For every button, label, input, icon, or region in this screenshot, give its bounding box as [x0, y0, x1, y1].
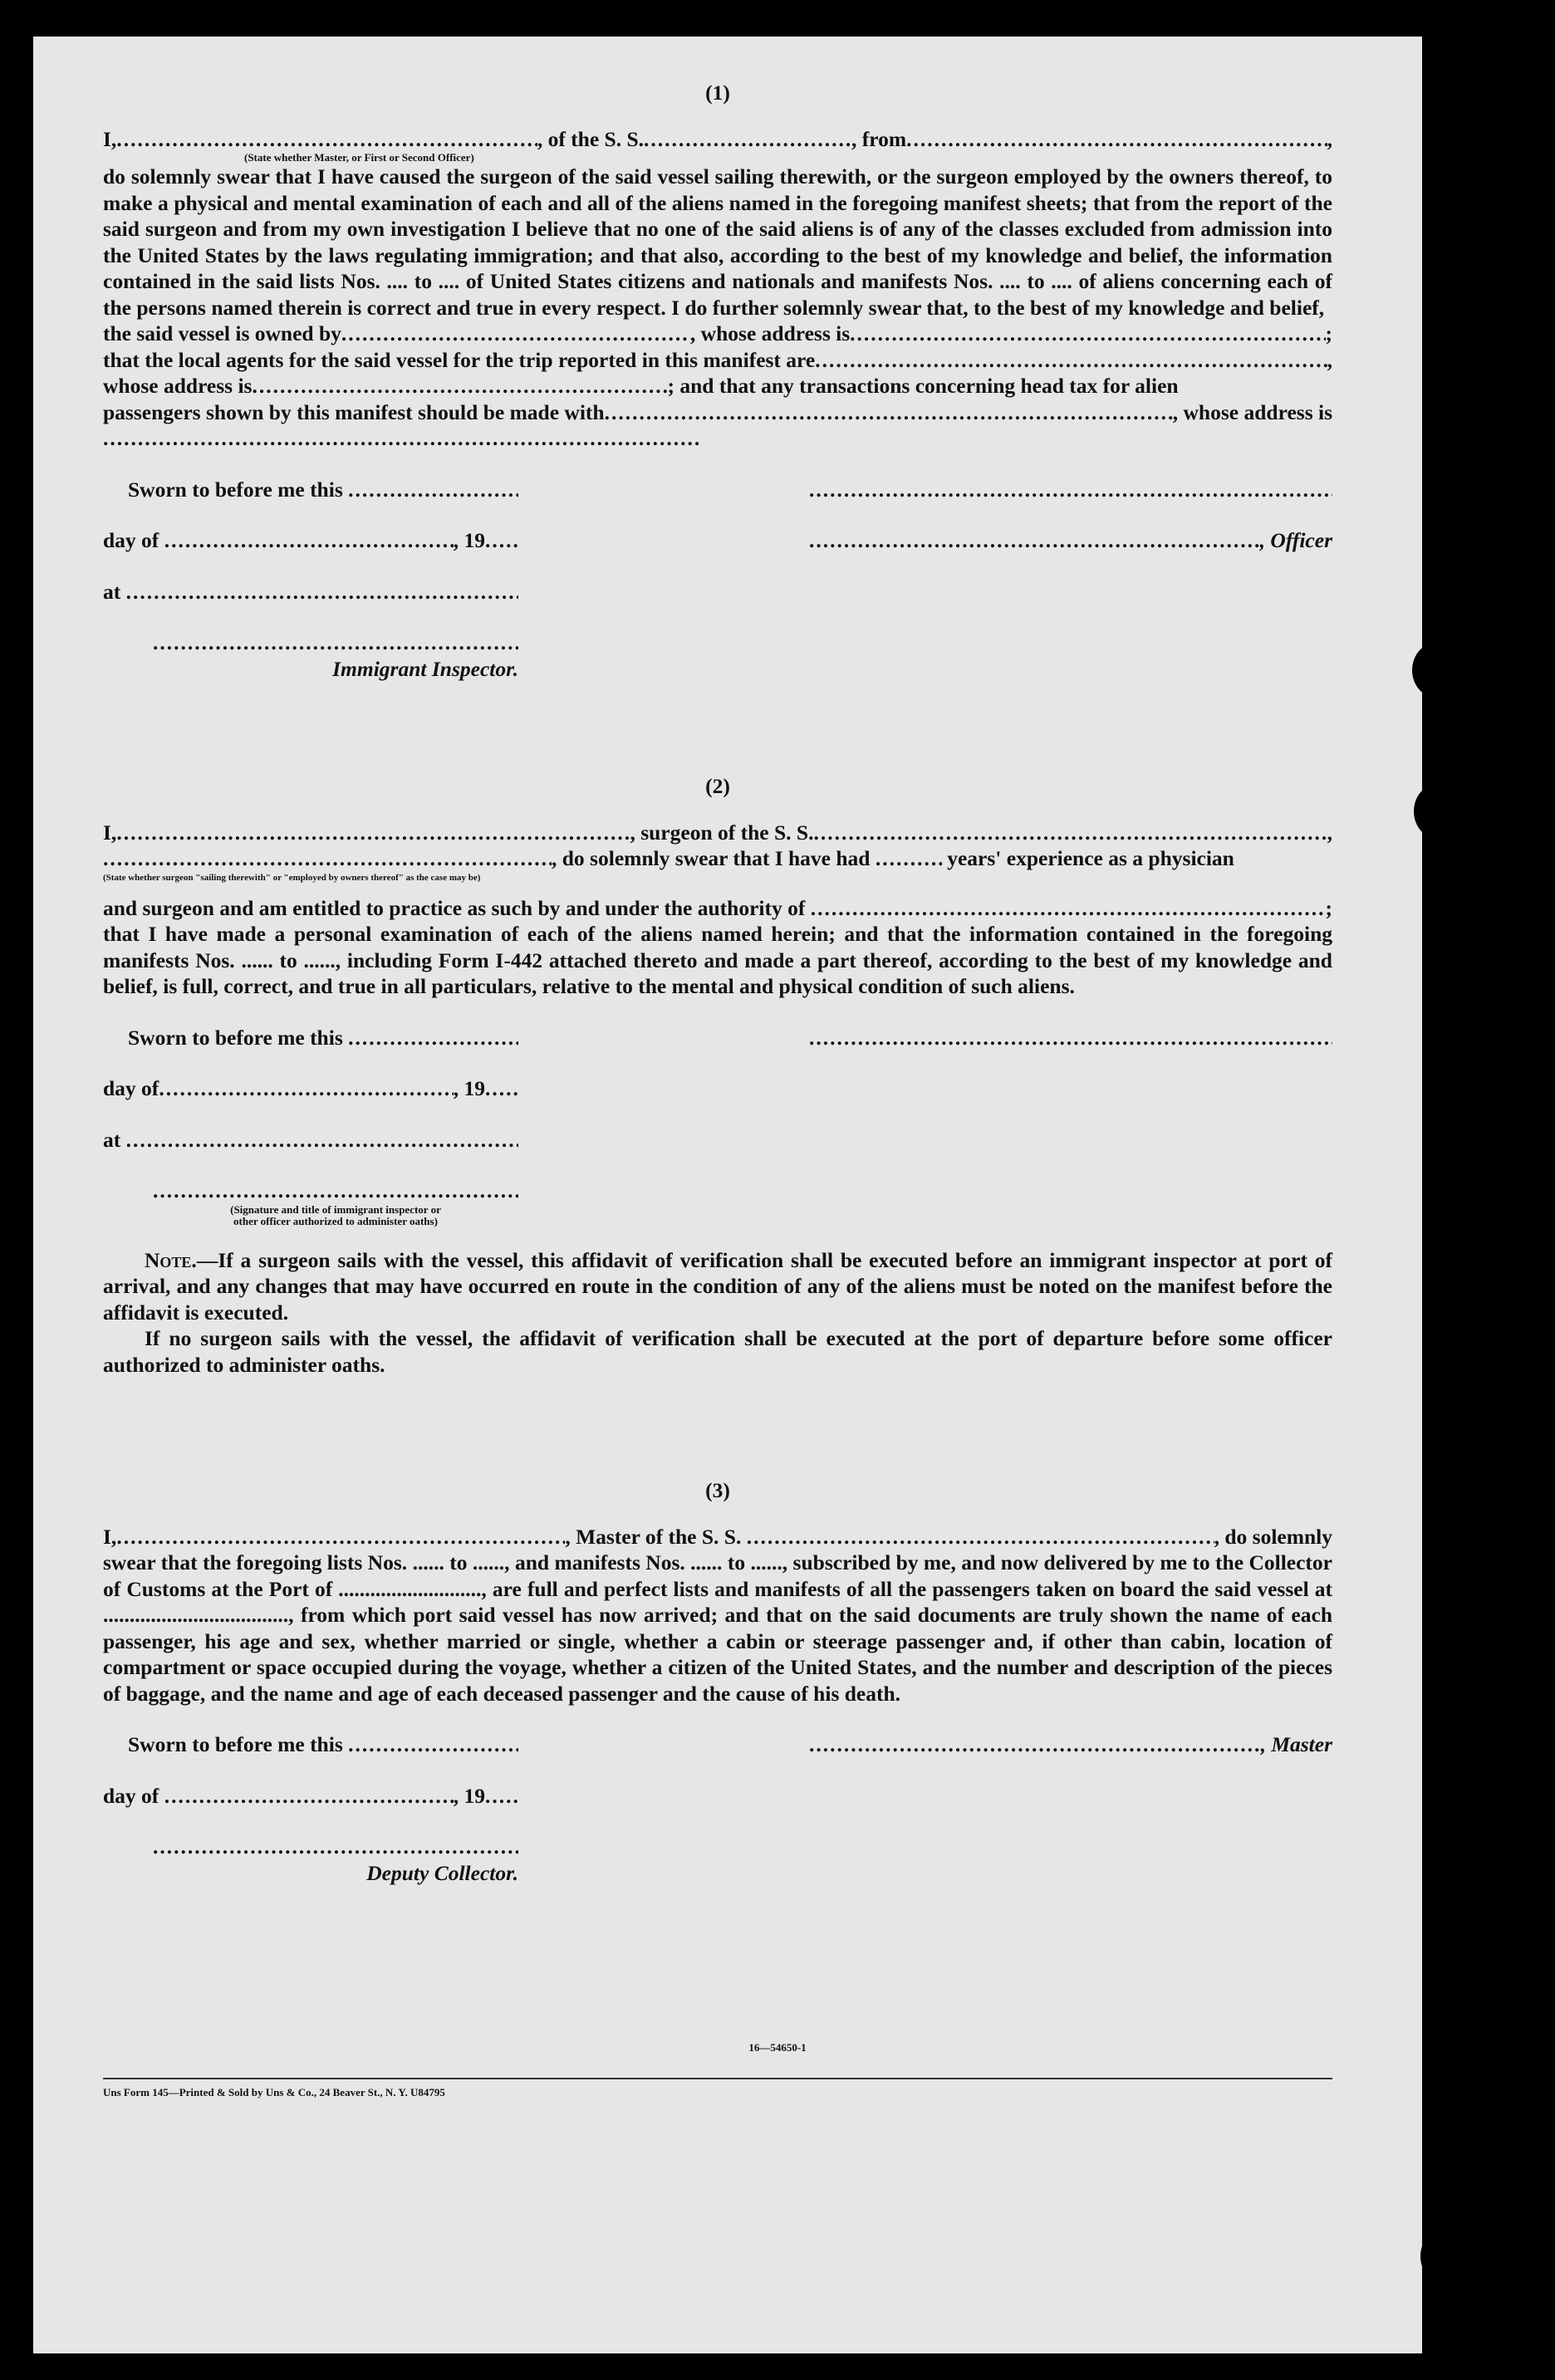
years-blank[interactable] [876, 845, 942, 872]
line-text: , surgeon of the S. S. [630, 820, 814, 845]
punch-hole [1429, 1714, 1477, 1769]
sworn-date-blank[interactable] [348, 1025, 518, 1051]
punch-hole [1437, 269, 1485, 324]
year-blank[interactable] [485, 1783, 518, 1809]
agents-address-blank[interactable] [252, 373, 667, 399]
deputy-signature-blank[interactable] [153, 1834, 518, 1860]
line-text: passengers shown by this manifest should be made with [103, 399, 605, 424]
sworn-date-blank[interactable] [348, 1731, 518, 1758]
line-text: that the local agents for the said vessel for the trip reported in this manifest are [103, 347, 816, 372]
sworn-block [103, 477, 518, 683]
day-of-text: day of [103, 1783, 159, 1808]
master-delivery-affidavit-section [103, 1477, 1332, 1886]
master-name-blank[interactable] [116, 1524, 565, 1550]
vessel-name-blank[interactable] [644, 126, 851, 153]
punch-hole [1422, 1565, 1470, 1619]
day-blank[interactable] [159, 1075, 453, 1102]
agents-line [103, 347, 1332, 374]
printer-footer: Uns Form 145—Printed & Sold by Uns & Co., 24 Beaver St., N. Y. U84795 [103, 2086, 445, 2098]
year-blank[interactable] [485, 1075, 518, 1102]
section-number: (1) [705, 81, 730, 105]
line-text: years' experience as a physician [947, 846, 1234, 870]
delivery-paragraph: swear that the foregoing lists Nos. ...... to ......, and manifests Nos. ...... to ......, subscribed by me, and now delivered by me to the Collector of Customs at the Port of ..........................., are full and perfect lists and manifests of all the passengers taken on board the said vessel at ..................................., from which port said vessel has now arrived; and that on the said documents are truly shown the name of each passenger, his age and sex, whether married or single, whether a cabin or steerage passenger and, if other than cabin, location of compartment or space occupied during the voyage, whether a citizen of the United States, and the number and description of the pieces of baggage, and the name and age of each deceased passenger and the cause of his death. [103, 1550, 1332, 1706]
form-code: 16—54650-1 [748, 2041, 807, 2054]
surgeon-name-blank[interactable] [116, 820, 630, 846]
day-of-text: day of [103, 528, 159, 552]
line-text: , do solemnly [1214, 1524, 1332, 1549]
line-text: I, [103, 820, 117, 845]
sub-caption: (State whether Master, or First or Second Officer) [244, 151, 474, 164]
punch-hole [1420, 2229, 1469, 2284]
place-blank[interactable] [126, 579, 518, 605]
surgeon-signature-block [809, 1025, 1332, 1227]
signature-caption [103, 1204, 518, 1227]
sworn-row [103, 477, 1332, 683]
head-tax-address-line [103, 425, 1332, 452]
experience-line [103, 845, 1332, 872]
day-of-text: day of [103, 1076, 159, 1100]
officer-label: , Officer [1259, 528, 1332, 552]
year-text: , 19 [453, 1783, 485, 1808]
inspector-label: Immigrant Inspector. [332, 656, 518, 681]
inspector-signature-blank[interactable] [153, 629, 518, 656]
line-text: , whose address is [689, 321, 851, 345]
surgeon-affidavit-section [103, 773, 1332, 1378]
line-text: , [1327, 347, 1332, 372]
sworn-date-blank[interactable] [348, 477, 518, 503]
punch-hole [1437, 88, 1485, 143]
line-text: ; [1325, 321, 1332, 345]
master-signature-blank[interactable] [809, 1731, 1261, 1758]
vessel-name-blank[interactable] [747, 1524, 1214, 1550]
master-line [103, 1524, 1332, 1550]
authority-blank[interactable] [811, 895, 1326, 922]
footer-rule [103, 2078, 1332, 2079]
section-number: (2) [705, 774, 730, 798]
line-text: ; [1325, 895, 1332, 920]
from-port-blank[interactable] [906, 126, 1327, 153]
sworn-text: Sworn to before me this [128, 1025, 343, 1050]
punch-hole [1437, 2079, 1485, 2134]
at-text: at [103, 579, 121, 604]
officer-block [809, 477, 1332, 683]
master-affidavit-section [103, 80, 1332, 682]
owner-line [103, 321, 1332, 347]
sworn-text: Sworn to before me this [128, 1732, 343, 1756]
year-text: , 19 [453, 1076, 485, 1100]
master-name-blank[interactable] [116, 126, 537, 153]
line-text: , [1327, 820, 1332, 845]
year-blank[interactable] [485, 527, 518, 554]
day-blank[interactable] [164, 1783, 454, 1809]
line-text: , from [851, 126, 907, 151]
sworn-block [103, 1731, 518, 1886]
sworn-text: Sworn to before me this [128, 477, 343, 502]
section-number: (3) [705, 1478, 730, 1502]
officer-signature-line-1[interactable] [809, 477, 1332, 503]
affidavit-content [103, 80, 1332, 1886]
authority-line [103, 895, 1332, 922]
surgeon-signature-blank[interactable] [809, 1025, 1332, 1051]
agents-address-line [103, 373, 1332, 399]
punch-hole [1414, 784, 1462, 839]
line-text: ; and that any transactions concerning head tax for alien [667, 374, 1179, 398]
deputy-label: Deputy Collector. [366, 1860, 518, 1885]
line-text: whose address is [103, 374, 253, 398]
place-blank[interactable] [126, 1127, 518, 1153]
caption-line: (Signature and title of immigrant inspector or [230, 1202, 441, 1216]
owner-address-blank[interactable] [850, 321, 1325, 347]
master-label: , Master [1260, 1732, 1332, 1756]
master-name-line [103, 126, 1332, 153]
agents-blank[interactable] [815, 347, 1327, 374]
officer-signature-blank[interactable] [809, 527, 1260, 554]
note-label: Note. [145, 1247, 197, 1272]
examination-paragraph: that I have made a personal examination of each of the aliens named herein; and that the information contained in the foregoing manifests Nos. ...... to ......, including Form I-442 attached thereto and made a part thereof, according to the best of my knowledge and belief, is full, correct, and true in all particulars, relative to the mental and physical condition of such aliens. [103, 922, 1332, 998]
at-text: at [103, 1127, 121, 1152]
line-text: , Master of the S. S. [565, 1524, 742, 1549]
line-text: , [1327, 126, 1333, 151]
master-signature-block [809, 1731, 1332, 1886]
line-text: the said vessel is owned by [103, 321, 341, 345]
sub-caption: (State whether surgeon "sailing therewith" or "employed by owners thereof" as the case may be) [103, 872, 481, 883]
inspector-signature-blank[interactable] [153, 1178, 518, 1204]
head-tax-line [103, 399, 1332, 426]
line-text: , whose address is [1172, 399, 1332, 424]
surgeon-status-blank[interactable] [103, 845, 552, 872]
sworn-block [103, 1025, 518, 1227]
line-text: , of the S. S. [537, 126, 645, 151]
day-blank[interactable] [164, 527, 454, 554]
sworn-row [103, 1025, 1332, 1227]
line-text: , do solemnly swear that I have had [552, 846, 871, 870]
line-text: I, [103, 126, 117, 151]
note-text-2: If no surgeon sails with the vessel, the affidavit of verification shall be executed at the port of departure before some officer authorized to administer oaths. [103, 1326, 1332, 1377]
surgeon-name-line [103, 820, 1332, 846]
head-tax-address-blank[interactable] [103, 425, 701, 452]
oath-paragraph: do solemnly swear that I have caused the surgeon of the said vessel sailing therewith, or the surgeon employed by the owners thereof, to make a physical and mental examination of each and all of the aliens named in the foregoing manifest sheets; that from the report of the said surgeon and from my own investigation I believe that no one of the said aliens is of any of the classes excluded from admission into the United States by the laws regulating immigration; and that also, according to the best of my knowledge and belief, the information contained in the said lists Nos. .... to .... of United States citizens and nationals and manifests Nos. .... to .... of aliens concerning each of the persons named therein is correct and true in every respect. I do further solemnly swear that, to the best of my knowledge and belief, [103, 164, 1332, 320]
punch-hole [1437, 1166, 1485, 1221]
sworn-row [103, 1731, 1332, 1886]
punch-hole [1412, 643, 1460, 698]
caption-line: other officer authorized to administer oaths) [233, 1214, 438, 1227]
note-text: —If a surgeon sails with the vessel, this affidavit of verification shall be executed before an immigrant inspector at port of arrival, and any changes that may have occurred en route in the condition of any of the aliens must be noted on the manifest before the affidavit is executed. [103, 1247, 1332, 1325]
owner-blank[interactable] [341, 321, 690, 347]
year-text: , 19 [453, 528, 485, 552]
line-text: and surgeon and am entitled to practice as such by and under the authority of [103, 895, 806, 920]
note-block [103, 1247, 1332, 1379]
line-text: I, [103, 1524, 117, 1549]
head-tax-contact-blank[interactable] [605, 399, 1173, 426]
surgeon-vessel-blank[interactable] [813, 820, 1327, 846]
